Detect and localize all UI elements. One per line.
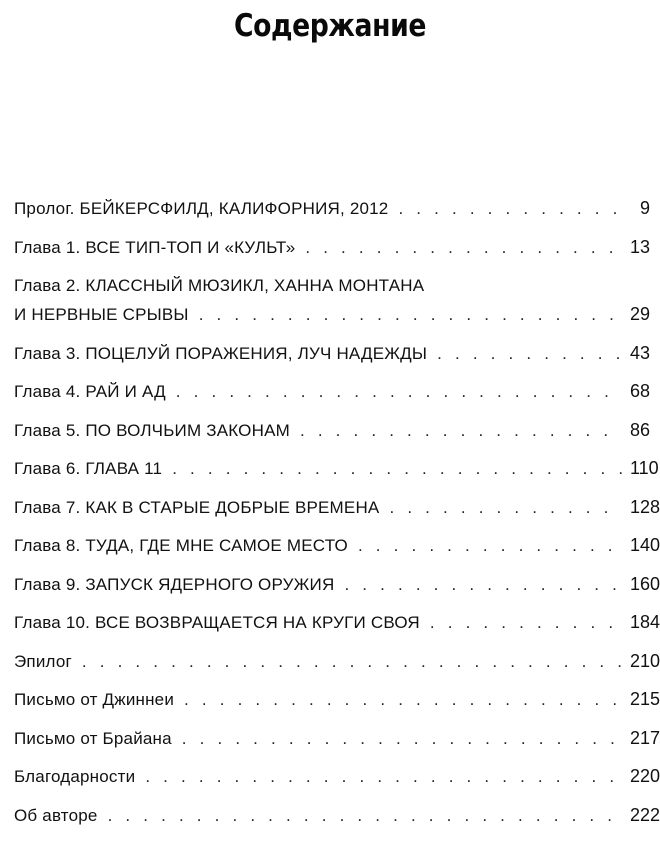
toc-page-number: 140 [630,535,660,555]
toc-page-number: 222 [630,804,660,825]
toc-entry-label: Глава 6. ГЛАВА 11 [14,459,163,478]
toc-entry-label: Глава 4. РАЙ И АД [14,382,166,401]
toc-entry-label-line-1: Глава 2. КЛАССНЫЙ МЮЗИКЛ, ХАННА МОНТАНА [14,276,425,295]
toc-entry-label: Глава 9. ЗАПУСК ЯДЕРНОГО ОРУЖИЯ [14,574,335,594]
dot-leader [389,493,622,522]
toc-entry-label: Глава 1. ВСЕ ТИП-ТОП И «КУЛЬТ» [14,237,296,257]
toc-page-number: 43 [630,342,651,363]
toc-entry-label: Благодарности [14,767,136,786]
toc-entry-label: Глава 5. ПО ВОЛЧЬИМ ЗАКОНАМ [14,420,290,440]
dot-leader [437,339,622,368]
dot-leader [145,762,622,791]
toc-page-number: 13 [630,236,651,257]
toc-entry-chapter-4[interactable] [14,377,650,406]
toc-page-number: 220 [630,766,660,786]
table-of-contents [14,194,660,839]
dot-leader [358,531,622,560]
toc-page-number: 86 [630,419,651,440]
toc-entry-label: Глава 7. КАК В СТАРЫЕ ДОБРЫЕ ВРЕМЕНА [14,497,380,517]
page-title: Содержание [234,8,426,44]
toc-entry-chapter-7[interactable] [14,493,660,522]
dot-leader [176,377,622,406]
toc-page-number: 210 [630,650,660,671]
toc-entry-about-author[interactable] [14,801,660,830]
toc-entry-label: Письмо от Брайана [14,728,172,748]
dot-leader [344,570,622,599]
toc-page-number: 160 [630,573,660,594]
dot-leader [182,724,622,753]
dot-leader [300,416,622,445]
toc-entry-letter-brian[interactable] [14,724,660,753]
toc-page-number: 184 [630,612,660,632]
toc-page-number: 9 [639,198,650,218]
toc-entry-chapter-10[interactable] [14,608,660,637]
dot-leader [172,454,622,483]
toc-entry-chapter-8[interactable] [14,531,660,560]
toc-entry-label: Об авторе [14,805,98,825]
toc-page-number: 217 [630,727,660,748]
dot-leader [199,300,622,329]
toc-entry-chapter-5[interactable] [14,416,650,445]
toc-entry-chapter-2[interactable] [14,271,650,329]
toc-entry-prologue[interactable] [14,194,650,223]
toc-entry-label: Эпилог [14,651,72,671]
toc-page-number: 68 [630,381,651,401]
toc-entry-epilogue[interactable] [14,647,660,676]
toc-entry-label: Глава 3. ПОЦЕЛУЙ ПОРАЖЕНИЯ, ЛУЧ НАДЕЖДЫ [14,343,428,363]
dot-leader [184,685,622,714]
toc-entry-chapter-6[interactable] [14,454,659,483]
toc-entry-chapter-3[interactable] [14,339,650,368]
dot-leader [430,608,622,637]
toc-entry-label: Письмо от Джиннеи [14,690,175,709]
toc-page-number: 29 [630,304,651,324]
toc-entry-acknowledgements[interactable] [14,762,660,791]
toc-entry-chapter-1[interactable] [14,233,650,262]
toc-entry-label: Глава 8. ТУДА, ГДЕ МНЕ САМОЕ МЕСТО [14,536,348,555]
toc-page-number: 215 [630,689,660,709]
dot-leader [108,801,622,830]
toc-entry-chapter-9[interactable] [14,570,660,599]
toc-entry-label-line-2: И НЕРВНЫЕ СРЫВЫ [14,305,189,324]
toc-page-number: 128 [630,496,660,517]
dot-leader [305,233,622,262]
toc-entry-letter-jinnea[interactable] [14,685,660,714]
toc-entry-label: Глава 10. ВСЕ ВОЗВРАЩАЕТСЯ НА КРУГИ СВОЯ [14,613,420,632]
toc-entry-label: Пролог. БЕЙКЕРСФИЛД, КАЛИФОРНИЯ, 2012 [14,199,389,218]
toc-page-number: 110 [630,458,659,478]
dot-leader [398,194,622,223]
dot-leader [82,647,622,676]
